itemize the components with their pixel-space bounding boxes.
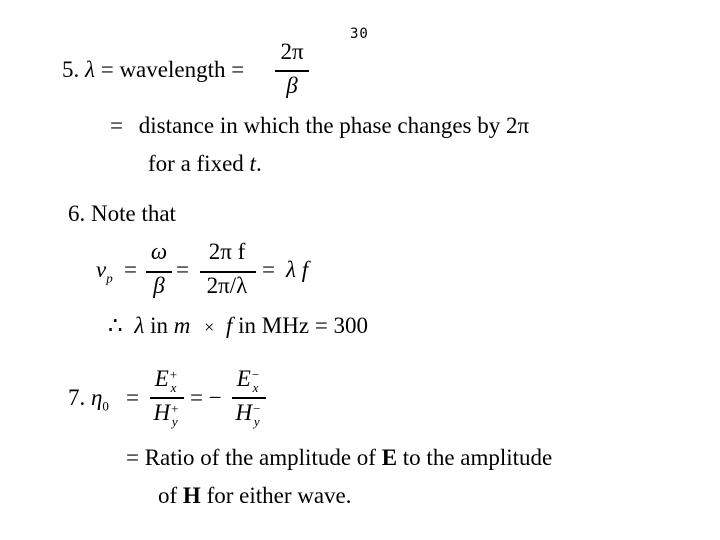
item6-eq-a: = (124, 257, 137, 282)
frac1-num-e (148, 367, 184, 393)
y-sub: y (253, 413, 260, 429)
vp-sub: p (106, 270, 113, 286)
bold-h: H (182, 483, 201, 508)
item5-number: 5. (62, 57, 80, 82)
mhz-text: in MHz = 300 (232, 313, 369, 338)
f-symbol: f (226, 313, 233, 338)
plus-sup: + (169, 366, 178, 382)
item7-frac1-bar (150, 397, 184, 399)
e-field: E (154, 366, 169, 391)
therefore-symbol: ∴ (108, 313, 123, 338)
frac1-den-h (148, 401, 184, 428)
plus-sup: + (171, 400, 179, 416)
item6-heading: 6. Note that (68, 201, 176, 226)
item6-frac2 (198, 240, 256, 297)
frac-denominator: β (286, 73, 298, 98)
frac1-num: ω (150, 239, 168, 264)
h-field: H (153, 400, 171, 425)
item6-eq-b: = (176, 257, 189, 282)
item7-line2 (126, 446, 552, 469)
vp-main: v (96, 257, 107, 282)
frac2-den: 2π/λ (206, 273, 248, 298)
eta-symbol: η (91, 385, 103, 410)
e-field: E (236, 366, 251, 391)
frac2-num-e (230, 367, 266, 393)
item5-line3-var: t (249, 151, 256, 176)
frac2-bar (200, 271, 256, 273)
item6-eq-c: = (262, 257, 275, 282)
page-number: 30 (350, 26, 369, 42)
eta-sub: 0 (102, 398, 109, 414)
x-sub: x (252, 379, 259, 395)
item5-line2-text: distance in which the phase changes by 2π (138, 113, 530, 138)
item7-eq-a: = (126, 385, 139, 410)
minus-sup: − (253, 400, 261, 416)
item5-line3-prefix: for a fixed (148, 151, 250, 176)
either-wave-text: for either wave. (200, 483, 352, 508)
minus-sup: − (251, 366, 260, 382)
item5-line3 (148, 152, 262, 175)
fraction-bar (275, 70, 309, 72)
item6-frac1 (144, 240, 174, 297)
item6-result: λ f (286, 257, 309, 282)
x-sub: x (170, 379, 177, 395)
frac1-den: β (153, 273, 165, 298)
y-sub: y (171, 413, 178, 429)
item7-line3 (158, 484, 352, 507)
item5-line2-eq: = (110, 113, 123, 138)
m-unit: m (173, 313, 191, 338)
times-symbol: × (204, 317, 215, 337)
ratio-text-a: = Ratio of the amplitude of (126, 445, 382, 470)
item6-line2 (108, 314, 368, 337)
item5-eq1: = wavelength = (100, 57, 245, 82)
frac2-den-h (230, 401, 266, 428)
item5-fraction (272, 40, 312, 97)
item7-eq-b: = − (190, 385, 222, 410)
lambda-symbol-2: λ (134, 313, 145, 338)
item5-line1 (62, 58, 244, 81)
in-word: in (144, 313, 174, 338)
item7-number: 7. (68, 385, 86, 410)
item5-line2 (110, 114, 529, 137)
item7-label (68, 385, 109, 414)
frac1-bar (146, 271, 172, 273)
item7-frac2-bar (232, 397, 266, 399)
vp-symbol (96, 257, 113, 286)
frac-numerator: 2π (280, 39, 304, 64)
h-field: H (235, 400, 253, 425)
frac2-num: 2π f (208, 239, 246, 264)
lambda-symbol: λ (85, 57, 95, 82)
bold-e: E (381, 445, 398, 470)
ratio-text-b: to the amplitude (397, 445, 553, 470)
item5-line3-suffix: . (255, 151, 262, 176)
of-text: of (158, 483, 183, 508)
